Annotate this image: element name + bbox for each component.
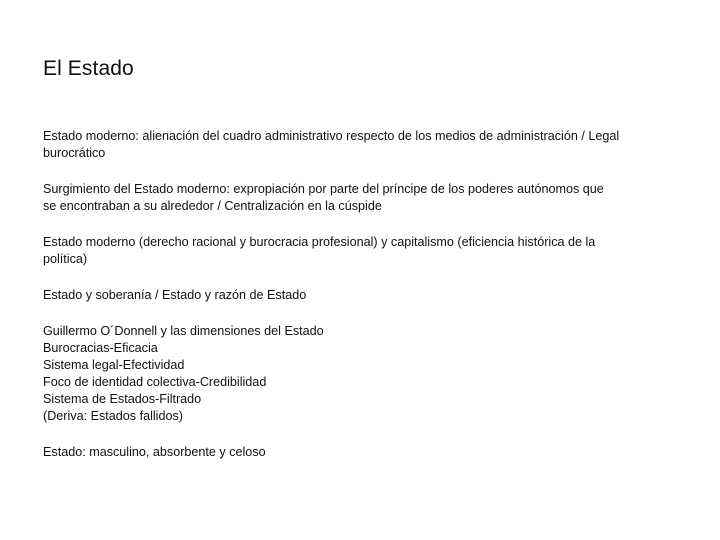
paragraph-line: (Deriva: Estados fallidos) bbox=[43, 409, 183, 423]
paragraph-line: Estado moderno: alienación del cuadro administrativo respecto de los medios de administración / Legal bbox=[43, 129, 620, 143]
paragraph-line: se encontraban a su alrededor / Centralización en la cúspide bbox=[43, 199, 382, 213]
paragraph-line: Surgimiento del Estado moderno: expropiación por parte del príncipe de los poderes autónomos que bbox=[43, 182, 604, 196]
slide-title: El Estado bbox=[43, 57, 134, 80]
paragraph-line: Foco de identidad colectiva-Credibilidad bbox=[43, 375, 267, 389]
paragraph-line: Estado moderno (derecho racional y burocracia profesional) y capitalismo (eficiencia histórica de la bbox=[43, 235, 596, 249]
paragraph-line: política) bbox=[43, 252, 88, 266]
paragraph-line: Sistema legal-Efectividad bbox=[43, 358, 185, 372]
paragraph-surgimiento bbox=[43, 181, 683, 215]
paragraph-capitalismo bbox=[43, 234, 683, 268]
paragraph-odonnell-dimensions bbox=[43, 323, 683, 425]
paragraph-line: Burocracias-Eficacia bbox=[43, 341, 158, 355]
slide-body bbox=[43, 128, 683, 480]
paragraph-estado-masculino bbox=[43, 444, 683, 461]
paragraph-soberania bbox=[43, 287, 683, 304]
paragraph-line: Estado: masculino, absorbente y celoso bbox=[43, 445, 266, 459]
paragraph-line: Guillermo O´Donnell y las dimensiones del Estado bbox=[43, 324, 324, 338]
paragraph-line: Sistema de Estados-Filtrado bbox=[43, 392, 202, 406]
paragraph-line: Estado y soberanía / Estado y razón de Estado bbox=[43, 288, 307, 302]
paragraph-estado-moderno bbox=[43, 128, 683, 162]
paragraph-line: burocrático bbox=[43, 146, 106, 160]
